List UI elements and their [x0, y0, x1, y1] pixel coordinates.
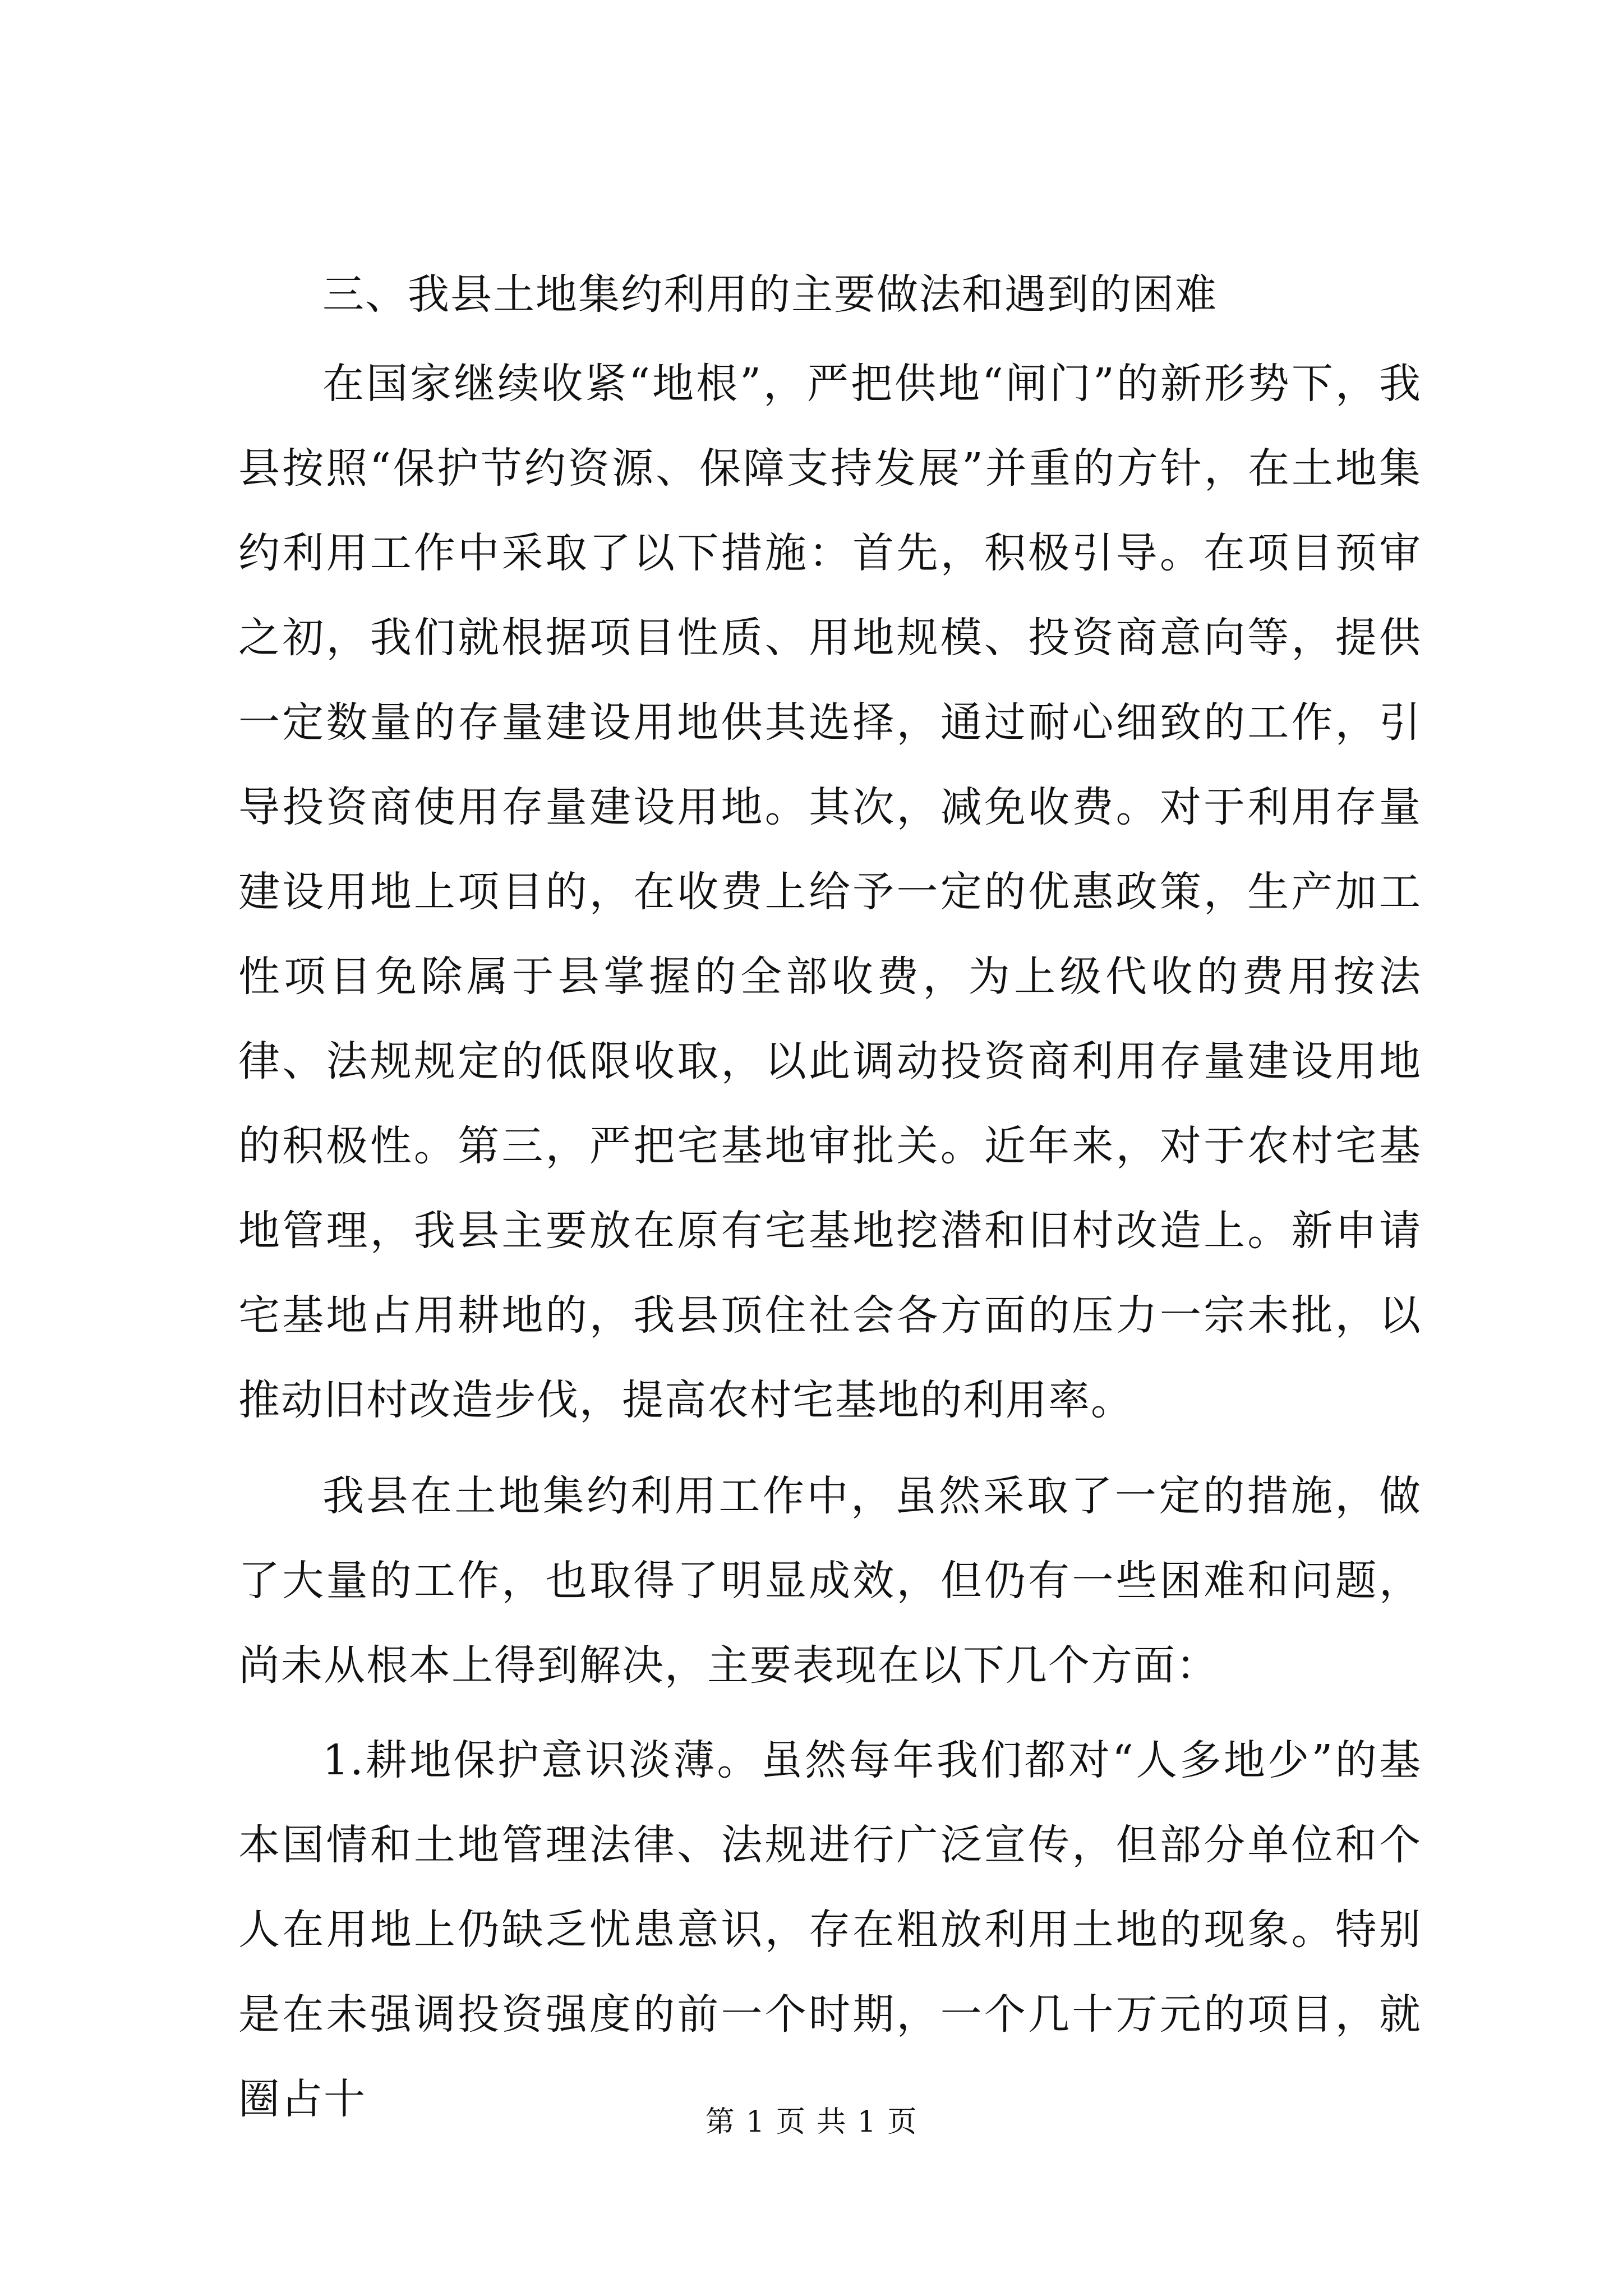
paragraph-measures: 在国家继续收紧“地根”，严把供地“闸门”的新形势下，我县按照“保护节约资源、保障支持发展”并重的方针，在土地集约利用工作中采取了以下措施：首先，积极引导。在项目预审之初，我们就根据项目性质、用地规模、投资商意向等，提供一定数量的存量建设用地供其选择，通过耐心细致的工作，引导投资商使用存量建设用地。其次，减免收费。对于利用存量建设用地上项目的，在收费上给予一定的优惠政策，生产加工性项目免除属于县掌握的全部收费，为上级代收的费用按法律、法规规定的低限收取，以此调动投资商利用存量建设用地的积极性。第三，严把宅基地审批关。近年来，对于农村宅基地管理，我县主要放在原有宅基地挖潜和旧村改造上。新申请宅基地占用耕地的，我县顶住社会各方面的压力一宗未批，以推动旧村改造步伐，提高农村宅基地的利用率。 [238, 360, 1422, 1424]
page-footer: 第 1 页 共 1 页 [705, 2105, 918, 2139]
section-heading: 三、我县土地集约利用的主要做法和遇到的困难 [322, 270, 1218, 319]
paragraph-item-1: 1.耕地保护意识淡薄。虽然每年我们都对“人多地少”的基本国情和土地管理法律、法规进行广泛宣传，但部分单位和个人在用地上仍缺乏忧患意识，存在粗放利用土地的现象。特别是在未强调投资强度的前一个时期，一个几十万元的项目，就圈占十 [238, 1736, 1422, 2123]
paragraph-difficulties-intro: 我县在土地集约利用工作中，虽然采取了一定的措施，做了大量的工作，也取得了明显成效，但仍有一些困难和问题，尚未从根本上得到解决，主要表现在以下几个方面： [238, 1472, 1422, 1690]
document-body [238, 252, 1422, 2142]
